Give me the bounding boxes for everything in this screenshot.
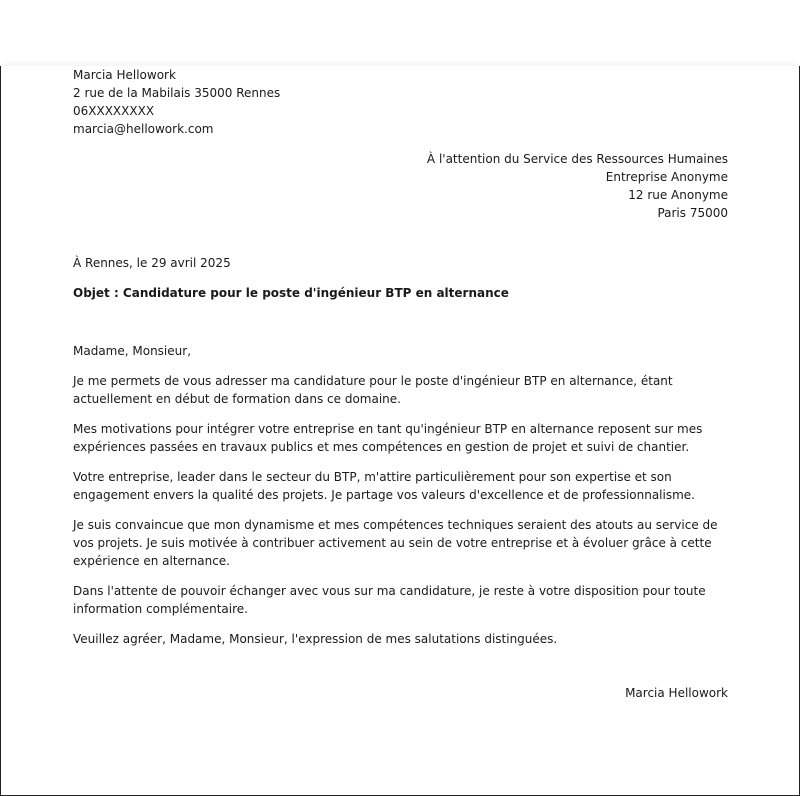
recipient-company: Entreprise Anonyme bbox=[605, 170, 728, 184]
letter-content bbox=[73, 66, 728, 702]
signature: Marcia Hellowork bbox=[625, 686, 728, 700]
paragraph-motivations: Mes motivations pour intégrer votre entreprise en tant qu'ingénieur BTP en alternance reposent sur mes expériences passées en travaux publics et mes compétences en gestion de projet et suivi de chantier. bbox=[73, 422, 703, 454]
recipient-attention: À l'attention du Service des Ressources Humaines bbox=[426, 152, 728, 166]
date-line: À Rennes, le 29 avril 2025 bbox=[73, 256, 231, 270]
letter-page bbox=[0, 66, 800, 796]
paragraph-conviction: Je suis convaincue que mon dynamisme et mes compétences techniques seraient des atouts au service de vos projets. Je suis motivée à contribuer activement au sein de votre entreprise et à évoluer grâce à cette expérience en alternance. bbox=[73, 518, 718, 568]
paragraph-closing: Dans l'attente de pouvoir échanger avec vous sur ma candidature, je reste à votre disposition pour toute information complémentaire. bbox=[73, 584, 706, 616]
top-blank-area bbox=[0, 0, 800, 66]
sender-email: marcia@hellowork.com bbox=[73, 122, 214, 136]
paragraph-intro: Je me permets de vous adresser ma candidature pour le poste d'ingénieur BTP en alternance, étant actuellement en début de formation dans ce domaine. bbox=[73, 374, 673, 406]
paragraph-company: Votre entreprise, leader dans le secteur du BTP, m'attire particulièrement pour son expertise et son engagement envers la qualité des projets. Je partage vos valeurs d'excellence et de professionnalisme. bbox=[73, 470, 695, 502]
subject-line: Objet : Candidature pour le poste d'ingénieur BTP en alternance bbox=[73, 286, 509, 300]
recipient-street: 12 rue Anonyme bbox=[628, 188, 728, 202]
sender-address: 2 rue de la Mabilais 35000 Rennes bbox=[73, 86, 281, 100]
salutation: Madame, Monsieur, bbox=[73, 344, 192, 358]
recipient-city: Paris 75000 bbox=[657, 206, 728, 220]
recipient-block bbox=[73, 150, 728, 222]
sender-phone: 06XXXXXXXX bbox=[73, 104, 155, 118]
paragraph-politeness: Veuillez agréer, Madame, Monsieur, l'expression de mes salutations distinguées. bbox=[73, 632, 558, 646]
sender-block bbox=[73, 66, 728, 138]
sender-name: Marcia Hellowork bbox=[73, 68, 176, 82]
